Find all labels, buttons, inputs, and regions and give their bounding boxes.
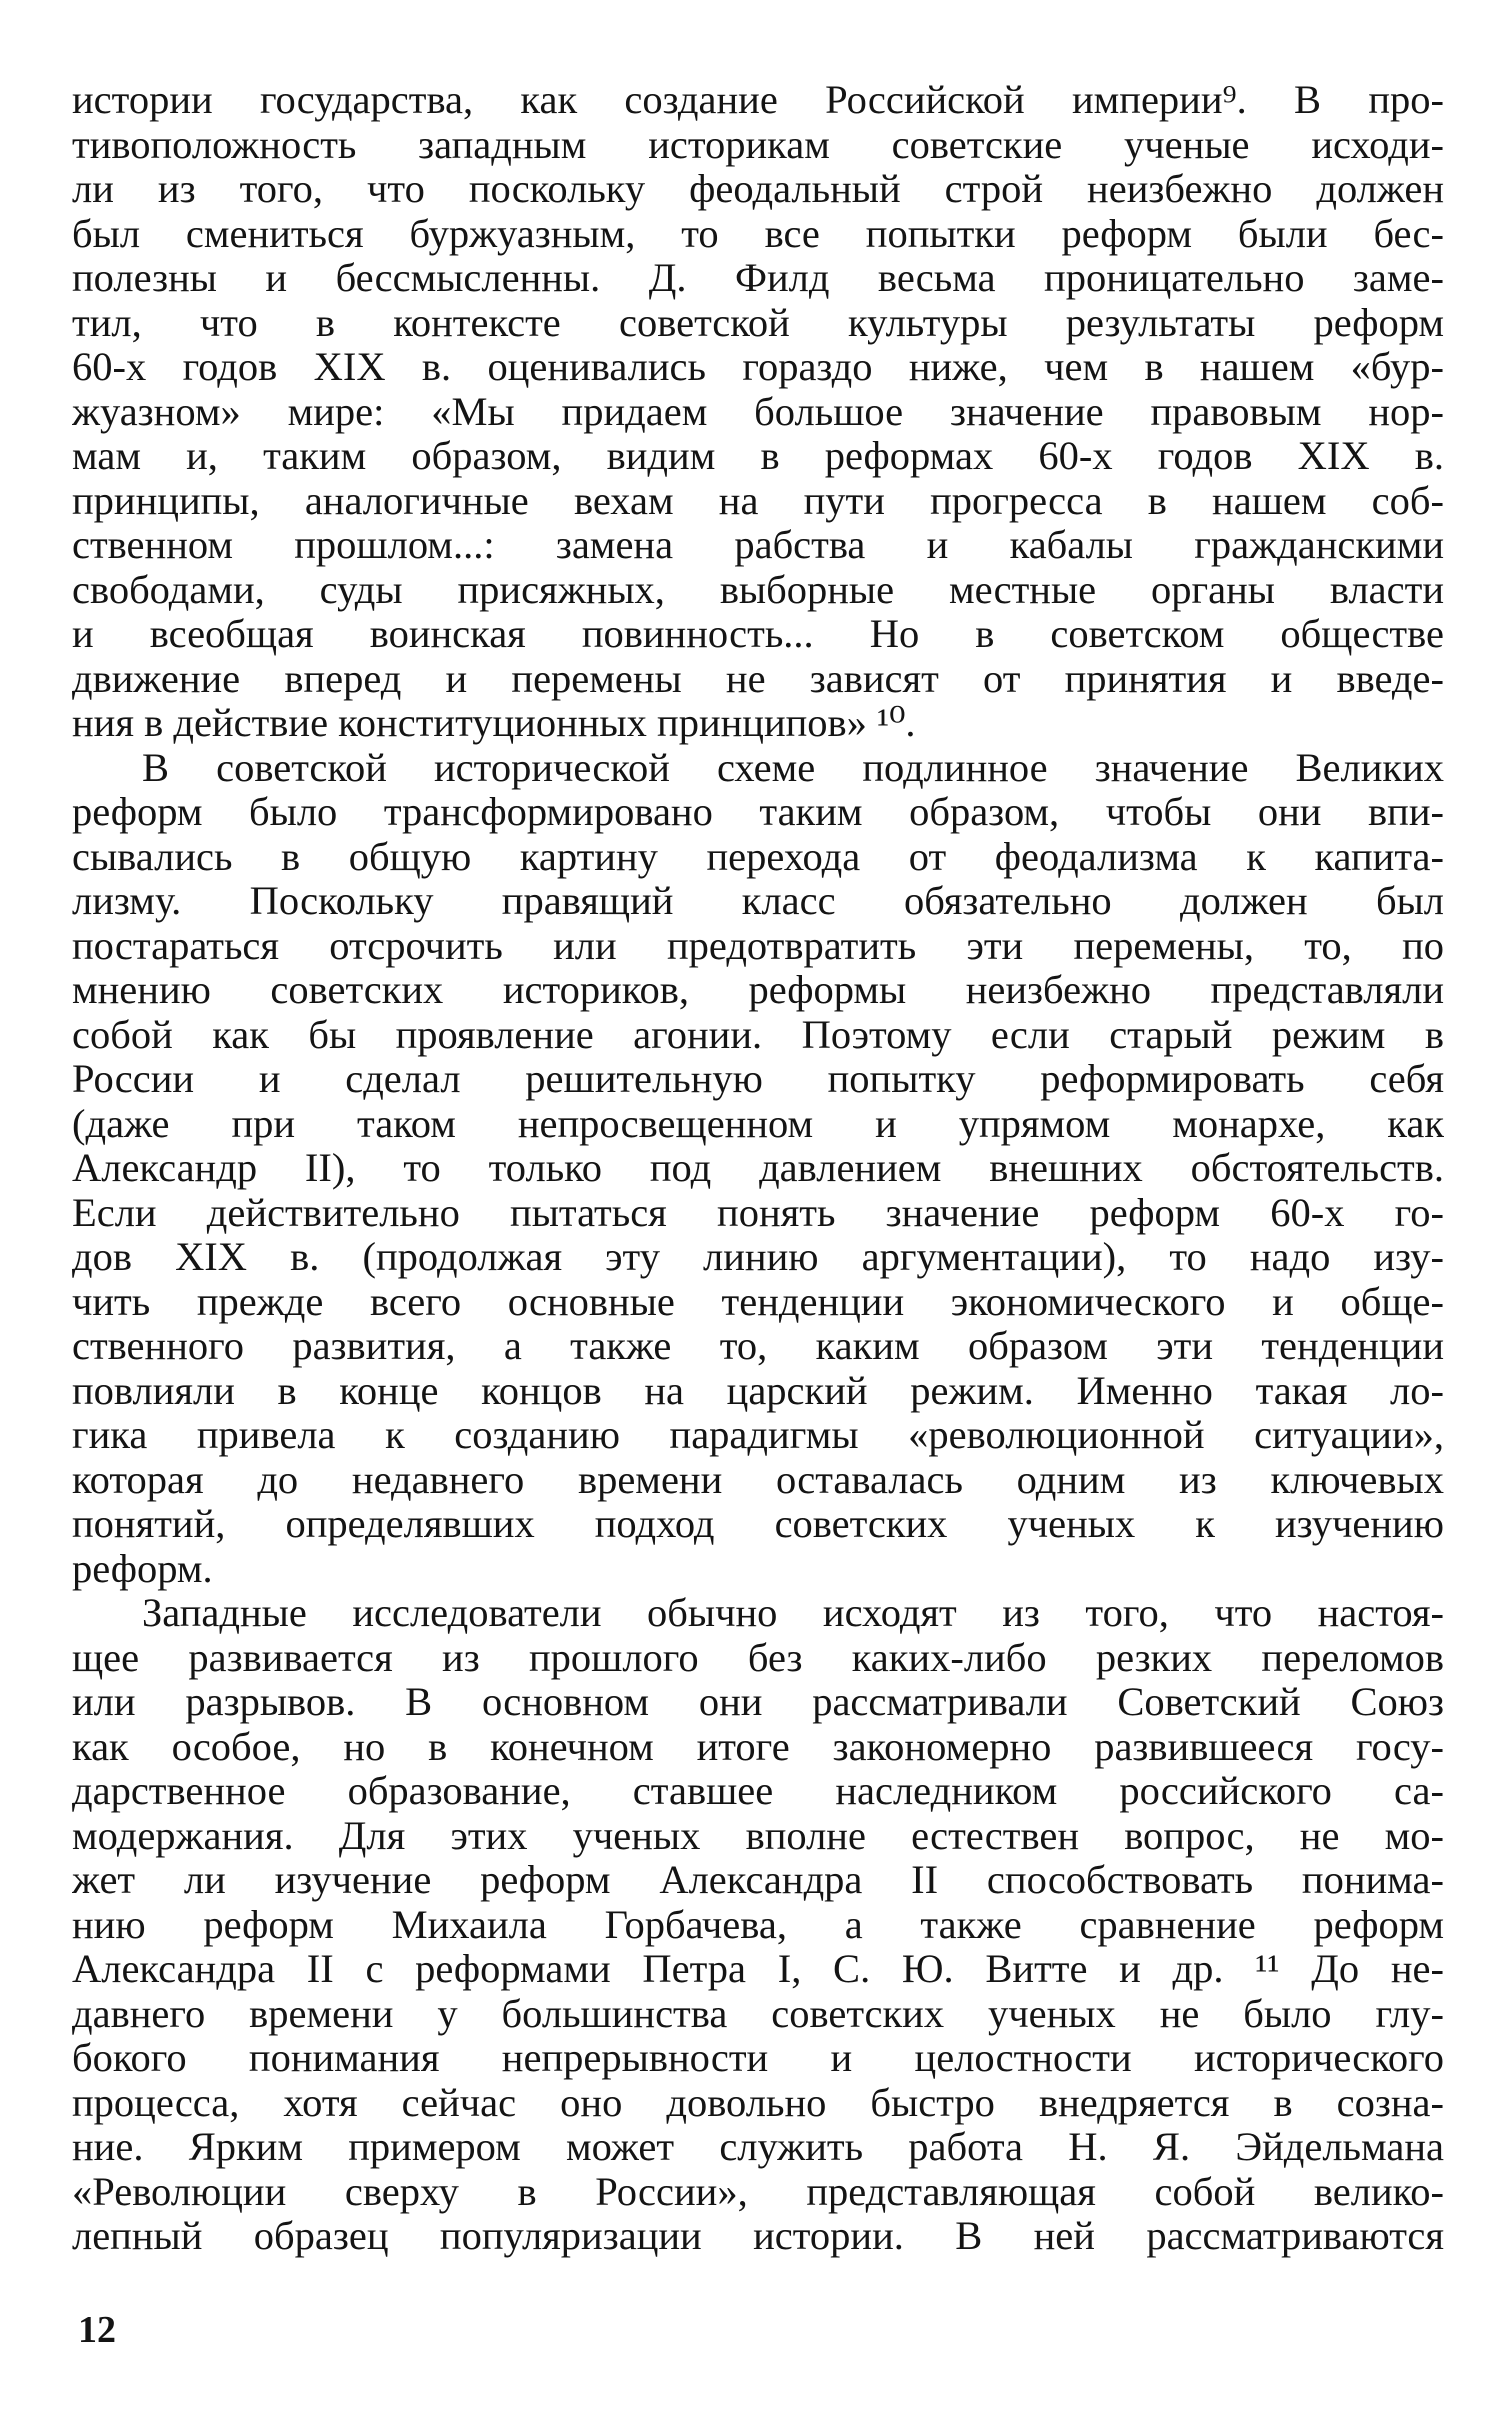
text-line: мнению советских историков, реформы неизбежно представляли <box>72 968 1444 1012</box>
text-line: лепный образец популяризации истории. В ней рассматриваются <box>72 2214 1444 2258</box>
text-line: В советской исторической схеме подлинное значение Великих <box>142 745 1444 790</box>
text-line: ли из того, что поскольку феодальный строй неизбежно должен <box>72 167 1444 211</box>
text-line: бокого понимания непрерывности и целостности исторического <box>72 2036 1444 2080</box>
text-line: России и сделал решительную попытку реформировать себя <box>72 1057 1444 1101</box>
text-line: тил, что в контексте советской культуры результаты реформ <box>72 300 1444 345</box>
text-line: и всеобщая воинская повинность... Но в советском обществе <box>72 612 1444 656</box>
text-line: Александра II с реформами Петра I, С. Ю. Витте и др. ¹¹ До не- <box>72 1947 1444 1991</box>
text-line: движение вперед и перемены не зависят от принятия и введе- <box>72 656 1444 701</box>
page-number: 12 <box>78 2309 116 2351</box>
text-line: Если действительно пытаться понять значение реформ 60-х го- <box>72 1190 1444 1235</box>
text-line: щее развивается из прошлого без каких-либо резких переломов <box>72 1635 1444 1680</box>
text-line: как особое, но в конечном итоге закономерно развившееся госу- <box>72 1724 1444 1769</box>
text-line: ственного развития, а также то, каким образом эти тенденции <box>72 1324 1444 1368</box>
text-line: повлияли в конце концов на царский режим. Именно такая ло- <box>72 1368 1444 1413</box>
text-line: мам и, таким образом, видим в реформах 60-х годов XIX в. <box>72 434 1444 478</box>
text-line: полезны и бессмысленны. Д. Филд весьма проницательно заме- <box>72 256 1444 300</box>
text-line: ственном прошлом...: замена рабства и кабалы гражданскими <box>72 523 1444 567</box>
paragraph-2 <box>72 746 1444 1592</box>
text-line: или разрывов. В основном они рассматривали Советский Союз <box>72 1680 1444 1724</box>
text-line: 60-х годов XIX в. оценивались гораздо ниже, чем в нашем «бур- <box>72 345 1444 389</box>
text-line: нию реформ Михаила Горбачева, а также сравнение реформ <box>72 1902 1444 1947</box>
text-line: жет ли изучение реформ Александра II способствовать понима- <box>72 1858 1444 1902</box>
text-line: давнего времени у большинства советских ученых не было глу- <box>72 1991 1444 2036</box>
text-line: Западные исследователи обычно исходят из того, что настоя- <box>142 1591 1444 1635</box>
text-line: ния в действие конституционных принципов» ¹⁰. <box>72 701 916 745</box>
text-line: модержания. Для этих ученых вполне естествен вопрос, не мо- <box>72 1813 1444 1858</box>
page-text <box>72 78 1444 2259</box>
text-line: был смениться буржуазным, то все попытки реформ были бес- <box>72 211 1444 256</box>
text-line: жуазном» мире: «Мы придаем большое значение правовым нор- <box>72 389 1444 434</box>
paragraph-3 <box>72 1591 1444 2259</box>
text-line: свободами, суды присяжных, выборные местные органы власти <box>72 567 1444 612</box>
text-line: гика привела к созданию парадигмы «революционной ситуации», <box>72 1413 1444 1457</box>
text-line: принципы, аналогичные вехам на пути прогресса в нашем соб- <box>72 478 1444 523</box>
text-line: реформ. <box>72 1546 213 1591</box>
text-line: ние. Ярким примером может служить работа Н. Я. Эйдельмана <box>72 2125 1444 2169</box>
text-line: дов XIX в. (продолжая эту линию аргументации), то надо изу- <box>72 1235 1444 1279</box>
text-line: дарственное образование, ставшее наследником российского са- <box>72 1769 1444 1813</box>
text-line: (даже при таком непросвещенном и упрямом монархе, как <box>72 1101 1444 1146</box>
text-line: реформ было трансформировано таким образом, чтобы они впи- <box>72 790 1444 834</box>
paragraph-1 <box>72 78 1444 746</box>
text-line: «Революции сверху в России», представляющая собой велико- <box>72 2169 1444 2214</box>
text-line: истории государства, как создание Российской империи⁹. В про- <box>72 78 1444 122</box>
text-line: тивоположность западным историкам советские ученые исходи- <box>72 122 1444 167</box>
text-line: постараться отсрочить или предотвратить эти перемены, то, по <box>72 923 1444 968</box>
text-line: которая до недавнего времени оставалась одним из ключевых <box>72 1457 1444 1502</box>
text-line: понятий, определявших подход советских ученых к изучению <box>72 1502 1444 1546</box>
text-line: собой как бы проявление агонии. Поэтому если старый режим в <box>72 1012 1444 1057</box>
text-line: сывались в общую картину перехода от феодализма к капита- <box>72 834 1444 879</box>
text-line: процесса, хотя сейчас оно довольно быстро внедряется в созна- <box>72 2080 1444 2125</box>
text-line: Александр II), то только под давлением внешних обстоятельств. <box>72 1146 1444 1190</box>
text-line: лизму. Поскольку правящий класс обязательно должен был <box>72 879 1444 923</box>
text-line: чить прежде всего основные тенденции экономического и обще- <box>72 1279 1444 1324</box>
